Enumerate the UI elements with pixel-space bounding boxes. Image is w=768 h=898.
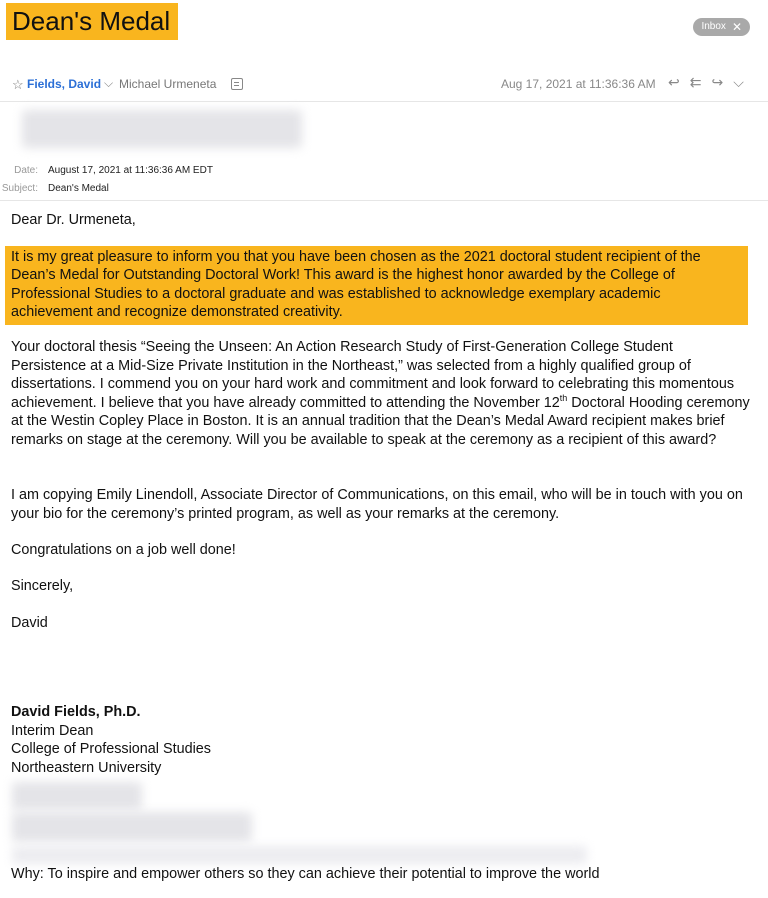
message-date: Aug 17, 2021 at 11:36:36 AM: [501, 77, 656, 91]
closing-line: Sincerely,: [11, 578, 74, 594]
divider: [0, 101, 768, 102]
date-label: Date:: [14, 165, 38, 176]
star-icon[interactable]: ☆: [12, 77, 24, 92]
reply-icon[interactable]: ↩: [668, 74, 680, 90]
ordinal-suffix: th: [559, 392, 568, 403]
redacted-block: [12, 812, 252, 842]
signature-college: College of Professional Studies: [11, 741, 211, 757]
message-header: [0, 70, 768, 98]
date-value: August 17, 2021 at 11:36:36 AM EDT: [48, 165, 213, 176]
forward-icon[interactable]: ↪: [711, 74, 724, 90]
recipient-name[interactable]: Michael Urmeneta: [119, 77, 217, 91]
message-subject-title: Dean's Medal: [6, 3, 178, 40]
thesis-text-a: Your doctoral thesis “Seeing the Unseen: An Action Research Study of First-Generation College Student Persistence at a Mid-Size Private Institution in the Northeast,” was selected from a highly qualified group of dissertations. I commend you on your hard work and commitment and look forward to celebrating this momentous achievement. I believe that you have already committed to attending the November 12: [11, 339, 735, 411]
subject-label: Subject:: [1, 183, 38, 194]
divider: [0, 200, 768, 201]
signature-name: David Fields, Ph.D.: [11, 704, 141, 720]
greeting: Dear Dr. Urmeneta,: [11, 212, 136, 228]
reply-all-icon[interactable]: ⇇: [689, 74, 702, 90]
copy-paragraph: I am copying Emily Linendoll, Associate Director of Communications, on this email, who will be in touch with you on your bio for the ceremony’s printed program, as well as your remarks at the ceremony.: [11, 487, 743, 522]
subject-bar: [0, 0, 768, 48]
signature-title: Interim Dean: [11, 722, 94, 739]
redacted-block: [12, 846, 587, 864]
signature-why-line: Why: To inspire and empower others so they can achieve their potential to improve the world: [11, 866, 600, 882]
signoff-name: David: [11, 615, 48, 631]
signature-block: [11, 703, 211, 777]
thesis-text-b: Doctoral Hooding ceremony at the Westin Copley Place in Boston. It is an annual tradition that the Dean’s Medal Award recipient makes brief remarks on stage at the ceremony. Will you be available to speak at the ceremony as a recipient of this award?: [11, 394, 750, 448]
redacted-block: [22, 110, 302, 148]
redacted-block: [12, 782, 142, 810]
message-actions: [668, 74, 744, 91]
congrats-line: Congratulations on a job well done!: [11, 542, 236, 558]
thesis-paragraph: [11, 338, 751, 449]
chevron-down-icon[interactable]: ⌵: [104, 76, 114, 90]
subject-value: Dean's Medal: [48, 183, 109, 194]
signature-university: Northeastern University: [11, 759, 162, 776]
chevron-down-icon[interactable]: ⌵: [733, 74, 744, 90]
mailbox-chip-label: Inbox: [701, 21, 726, 32]
sender-name[interactable]: Fields, David: [27, 77, 102, 91]
highlighted-paragraph: It is my great pleasure to inform you that you have been chosen as the 2021 doctoral student recipient of the Dean’s Medal for Outstanding Doctoral Work! This award is the highest honor awarded by the College of Professional Studies to a doctoral graduate and was established to acknowledge exemplary academic achievement and recognize demonstrated creativity.: [5, 246, 748, 325]
contact-card-icon[interactable]: [231, 78, 243, 90]
mailbox-chip[interactable]: [693, 18, 750, 36]
close-icon[interactable]: ✕: [731, 20, 742, 34]
